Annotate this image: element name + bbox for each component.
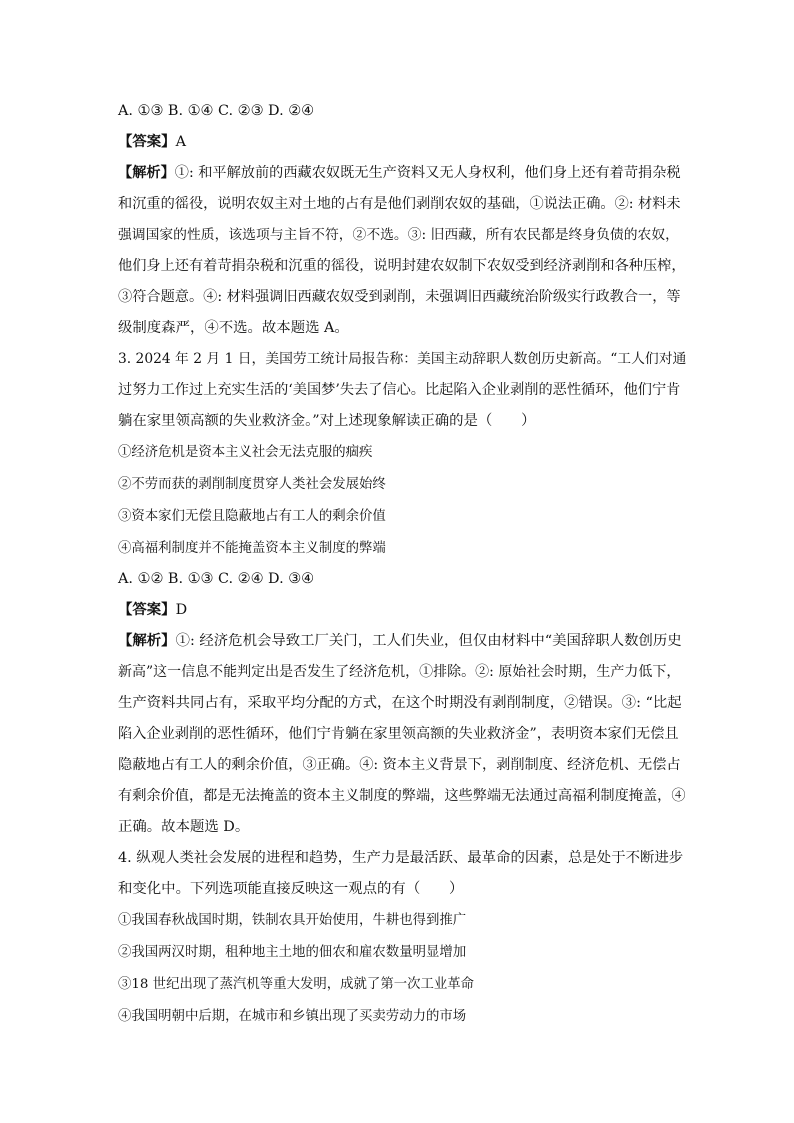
q3-analysis-line-4: 陷入企业剥削的恶性循环，他们宁肯躺在家里领高额的失业救济金”，表明资本家们无偿且 [118, 726, 679, 742]
q3-stem-line-2: 过努力工作过上充实生活的‘美国梦’失去了信心。比起陷入企业剥削的恶性循环，他们宁肯 [118, 382, 681, 398]
q3-analysis-line-2: 新高”这一信息不能判定出是否发生了经济危机，①排除。②: 原始社会时期，生产力低下， [118, 664, 681, 680]
q3-item-4: ④高福利制度并不能掩盖资本主义制度的弊端 [118, 541, 386, 556]
q4-item-4: ④我国明朝中后期，在城市和乡镇出现了买卖劳动力的市场 [118, 1009, 467, 1024]
q3-item-2: ②不劳而获的剥削制度贯穿人类社会发展始终 [118, 477, 386, 492]
q4-stem-line-2: 和变化中。下列选项能直接反映这一观点的有（ ） [118, 881, 464, 897]
q2-analysis-line-4: 他们身上还有着苛捐杂税和沉重的徭役，说明封建农奴制下农奴受到经济剥削和各种压榨， [118, 258, 686, 274]
q3-answer [118, 600, 678, 620]
q2-analysis-line-2: 和沉重的徭役，说明农奴主对土地的占有是他们剥削农奴的基础，①说法正确。②: 材料未 [118, 196, 681, 212]
q3-item-1: ①经济危机是资本主义社会无法克服的痼疾 [118, 445, 373, 460]
q4-item-1: ①我国春秋战国时期，铁制农具开始使用，牛耕也得到推广 [118, 913, 467, 928]
q2-answer-tag: 【答案】 [118, 134, 176, 150]
q2-answer-value: A [175, 134, 186, 150]
q2-analysis-tag: 【解析】 [118, 165, 175, 181]
q3-analysis-line-1: 【解析】①: 经济危机会导致工厂关门，工人们失业，但仅由材料中“美国辞职人数创历史 [118, 633, 682, 649]
q2-analysis-line-3: 强调国家的性质，该选项与主旨不符，②不选。③: 旧西藏，所有农民都是终身负债的农奴， [118, 227, 679, 243]
q3-item-3: ③资本家们无偿且隐蔽地占有工人的剩余价值 [118, 509, 386, 524]
q3-stem-line-3: 躺在家里领高额的失业救济金。”对上述现象解读正确的是（ ） [118, 413, 536, 429]
q3-options: A. ①② B. ①③ C. ②④ D. ③④ [118, 571, 315, 587]
q3-answer-value: D [175, 602, 188, 618]
q3-stem-line-1: 3. 2024 年 2 月 1 日，美国劳工统计局报告称：美国主动辞职人数创历史新高。“工人们对通 [118, 351, 687, 367]
q4-item-2: ②我国两汉时期，租种地主土地的佃农和雇农数量明显增加 [118, 945, 467, 960]
q3-analysis-line-3: 生产资料共同占有，采取平均分配的方式，在这个时期没有剥削制度，②错误。③: “比起 [118, 695, 682, 711]
q2-analysis-line-1: 【解析】①: 和平解放前的西藏农奴既无生产资料又无人身权利，他们身上还有着苛捐杂税 [118, 165, 681, 181]
q3-analysis-line-7: 正确。故本题选 D。 [118, 819, 250, 835]
q3-analysis-tag: 【解析】 [118, 633, 176, 649]
q3-analysis-line-5: 隐蔽地占有工人的剩余价值，③正确。④: 资本主义背景下，剥削制度、经济危机、无偿占 [118, 757, 681, 773]
q4-stem-line-1: 4. 纵观人类社会发展的进程和趋势，生产力是最活跃、最革命的因素，总是处于不断进步 [118, 850, 684, 866]
q4-item-3: ③18 世纪出现了蒸汽机等重大发明，成就了第一次工业革命 [118, 977, 475, 992]
q2-answer [118, 132, 678, 152]
q3-answer-tag: 【答案】 [118, 602, 176, 618]
q2-analysis-line-6: 级制度森严，④不选。故本题选 A。 [118, 320, 349, 336]
q3-analysis-line-6: 有剩余价值，都是无法掩盖的资本主义制度的弊端，这些弊端无法通过高福利制度掩盖，④ [118, 788, 686, 804]
q2-analysis-line-5: ③符合题意。④: 材料强调旧西藏农奴受到剥削，未强调旧西藏统治阶级实行政教合一，等 [118, 289, 681, 305]
q2-options: A. ①③ B. ①④ C. ②③ D. ②④ [118, 103, 315, 119]
